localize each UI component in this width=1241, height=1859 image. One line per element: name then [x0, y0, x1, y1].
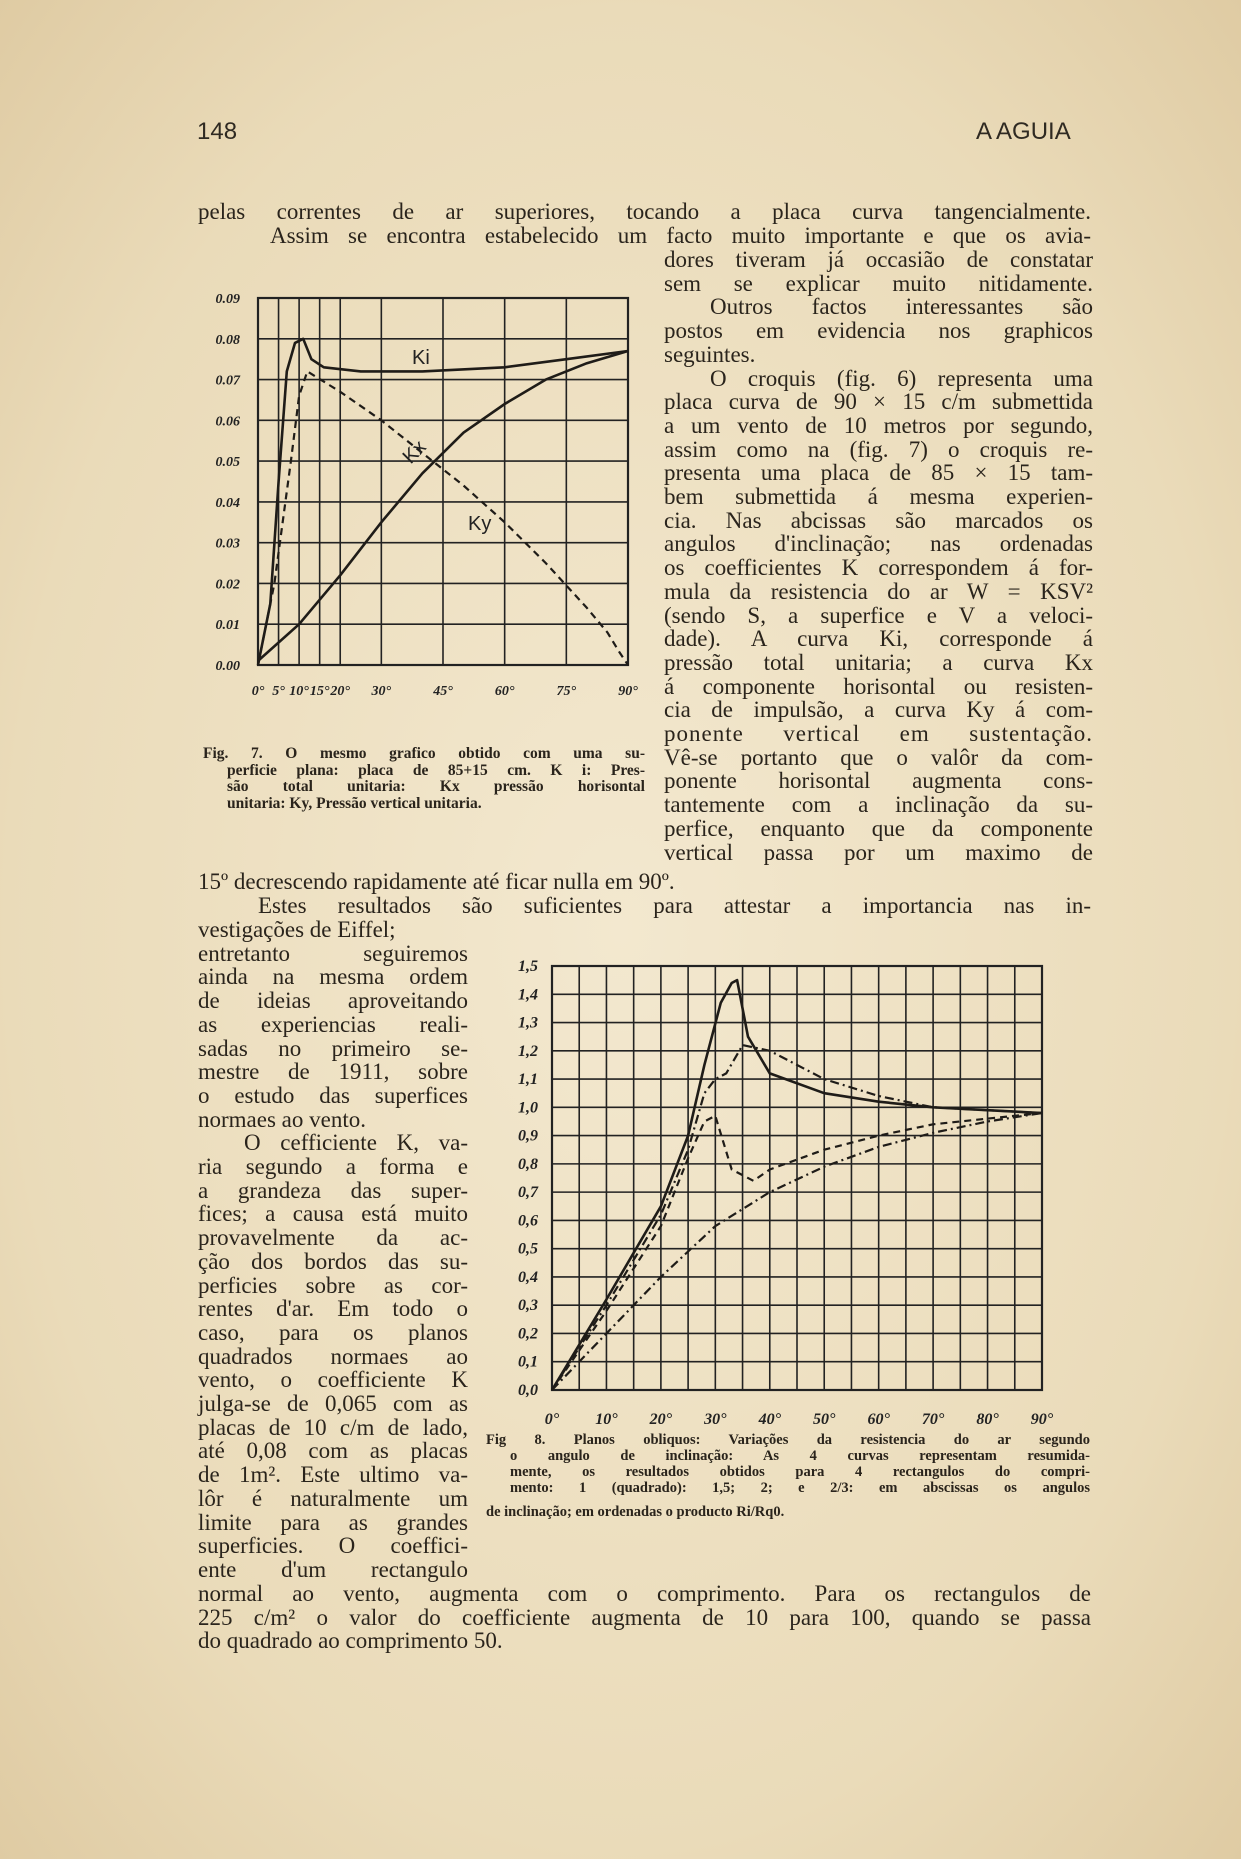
caption-line: mento: 1 (quadrado): 1,5; 2; e 2/3: em abscissas os angulos: [510, 1480, 1090, 1496]
text-line: pelas correntes de ar superiores, tocando a placa curva tangencialmente.: [198, 199, 1091, 224]
fig7-grid: [258, 298, 628, 665]
text-line: postos em evidencia nos graphicos: [664, 318, 1093, 344]
x-tick-label: 70°: [921, 1411, 945, 1428]
text-line: até 0,08 com as placas: [198, 1438, 468, 1464]
text-line: dade). A curva Ki, corresponde á: [664, 626, 1093, 652]
x-tick-label: 75°: [556, 684, 577, 699]
caption-line: de inclinação; em ordenadas o producto Ri/Rq0.: [486, 1504, 785, 1520]
curve-label: Ky: [468, 513, 492, 535]
text-line: ente d'um rectangulo: [198, 1556, 468, 1582]
y-tick-label: 1,2: [518, 1042, 538, 1060]
text-line: superficies. O coeffici-: [198, 1533, 468, 1559]
x-tick-label: 80°: [976, 1411, 999, 1428]
text-line: Assim se encontra estabelecido um facto muito importante e que os avia-: [270, 222, 1091, 248]
x-tick-label: 5°: [272, 684, 285, 699]
text-line: O cefficiente K, va-: [244, 1130, 468, 1156]
y-tick-label: 0,2: [518, 1325, 538, 1343]
text-line: julga-se de 0,065 com as: [198, 1391, 468, 1417]
x-tick-label: 90°: [1030, 1411, 1054, 1428]
paragraph-top: [198, 200, 1091, 247]
caption-line: unitaria: Ky, Pressão vertical unitaria.: [227, 794, 482, 812]
text-line: mestre de 1911, sobre: [198, 1059, 468, 1085]
y-tick-label: 0.08: [215, 332, 240, 348]
paragraph-bottom: [198, 1582, 1091, 1653]
text-line: placa curva de 90 × 15 c/m submettida: [664, 389, 1093, 415]
text-line: ria segundo a forma e: [198, 1154, 468, 1180]
y-tick-label: 1,5: [518, 958, 538, 975]
text-line: rentes d'ar. Em todo o: [198, 1296, 468, 1322]
text-line: vertical passa por um maximo de: [664, 839, 1093, 865]
fig8-grid: [552, 966, 1042, 1390]
caption-line: perficie plana: placa de 85+15 cm. K i: Pres-: [227, 761, 645, 779]
text-line: tantemente com a inclinação da su-: [664, 792, 1093, 818]
x-tick-label: 50°: [813, 1411, 836, 1428]
caption-line: Fig 8. Planos obliquos: Variações da resistencia do ar segundo: [486, 1432, 1090, 1448]
text-line: (sendo S, a superfice e V a veloci-: [664, 602, 1093, 628]
text-line: perficies sobre as cor-: [198, 1272, 468, 1298]
fig8-x-axis: [545, 1411, 1054, 1428]
y-tick-label: 1,3: [518, 1014, 538, 1032]
running-title: A AGUIA: [976, 118, 1071, 145]
fig7-caption: [203, 746, 645, 812]
x-tick-label: 45°: [433, 684, 453, 699]
text-line: fices; a causa está muito: [198, 1201, 468, 1227]
text-line: de 1m². Este ultimo va-: [198, 1462, 468, 1488]
text-line: os coefficientes K correspondem á for-: [664, 555, 1093, 581]
text-line: lôr é naturalmente um: [198, 1485, 468, 1511]
text-line: de ideias aproveitando: [198, 988, 468, 1014]
x-tick-label: 30°: [371, 684, 392, 699]
text-line: 15º decrescendo rapidamente até ficar nulla em 90º.: [198, 869, 675, 894]
y-tick-label: 1,0: [518, 1099, 538, 1117]
y-tick-label: 0.04: [215, 495, 240, 511]
text-line: ção dos bordos das su-: [198, 1248, 468, 1274]
text-line: normaes ao vento.: [198, 1106, 366, 1132]
paragraph-middle: [198, 870, 1091, 917]
fig8-chart: [490, 950, 1090, 1430]
fig8-caption: [486, 1432, 1090, 1520]
y-tick-label: 0,1: [518, 1353, 538, 1371]
y-tick-label: 0,3: [518, 1297, 538, 1315]
y-tick-label: 0.03: [215, 536, 240, 552]
x-tick-label: 0°: [251, 684, 265, 699]
text-line: perfice, enquanto que da componente: [664, 815, 1093, 841]
text-line: Outros factos interessantes são: [710, 294, 1093, 320]
y-tick-label: 0.09: [215, 292, 240, 307]
x-tick-label: 30°: [704, 1411, 727, 1428]
y-tick-label: 1,4: [518, 986, 538, 1004]
text-line: bem submettida á mesma experien-: [664, 484, 1093, 510]
y-tick-label: 0,6: [518, 1212, 538, 1230]
y-tick-label: 0,9: [518, 1127, 538, 1145]
text-line: sem se explicar muito nitidamente.: [664, 270, 1093, 296]
x-tick-label: 20°: [330, 684, 351, 699]
text-line: cia de impulsão, a curva Ky á com-: [664, 697, 1093, 723]
y-tick-label: 0,7: [518, 1184, 538, 1202]
y-tick-label: 0,5: [518, 1240, 538, 1258]
text-line: normal ao vento, augmenta com o comprimento. Para os rectangulos de: [198, 1581, 1091, 1606]
fig7-curve-labels: [399, 347, 492, 535]
text-line: Vê-se portanto que o valôr da com-: [664, 744, 1093, 770]
text-line: O croquis (fig. 6) representa uma: [710, 365, 1093, 391]
text-line: caso, para os planos: [198, 1319, 468, 1345]
text-line: vento, o coefficiente K: [198, 1367, 468, 1393]
text-line: seguintes.: [664, 341, 756, 367]
text-line: angulos d'inclinação; nas ordenadas: [664, 531, 1093, 557]
x-tick-label: 0°: [544, 1411, 560, 1428]
x-tick-label: 40°: [758, 1411, 781, 1428]
text-line: pressão total unitaria; a curva Kx: [664, 649, 1093, 675]
text-line: assim como na (fig. 7) o croquis re-: [664, 436, 1093, 462]
x-tick-label: 20°: [649, 1411, 673, 1428]
text-line: ainda na mesma ordem: [198, 964, 468, 990]
text-line: provavelmente da ac-: [198, 1225, 468, 1251]
fig7-x-axis: [252, 684, 639, 699]
text-line: vestigações de Eiffel;: [198, 917, 396, 942]
curve-label: Ki: [412, 347, 430, 369]
text-line: o estudo das superfices: [198, 1082, 468, 1108]
y-tick-label: 0.01: [215, 618, 240, 634]
text-line: presenta uma placa de 85 × 15 tam-: [664, 460, 1093, 486]
text-line: limite para as grandes: [198, 1509, 468, 1535]
caption-line: mente, os resultados obtidos para 4 rectangulos do compri-: [510, 1464, 1090, 1480]
text-line: a grandeza das super-: [198, 1177, 468, 1203]
y-tick-label: 0.05: [215, 455, 240, 471]
x-tick-label: 10°: [595, 1411, 618, 1428]
caption-line: são total unitaria: Kx pressão horisontal: [227, 778, 645, 795]
y-tick-label: 0,4: [518, 1268, 538, 1286]
text-line: entretanto seguiremos: [198, 940, 468, 966]
text-line: as experiencias reali-: [198, 1011, 468, 1037]
text-line: ponente vertical em sustentação.: [664, 721, 1093, 747]
text-line: ponente horisontal augmenta cons-: [664, 768, 1093, 794]
text-line: quadrados normaes ao: [198, 1343, 468, 1369]
text-line: 225 c/m² o valor do coefficiente augmenta de 10 para 100, quando se passa: [198, 1604, 1091, 1630]
fig7-y-axis: [216, 292, 242, 674]
x-tick-label: 15°: [309, 684, 330, 699]
curve-label: Kx: [398, 436, 431, 469]
paragraph-left-column: [198, 918, 468, 1582]
y-tick-label: 0.06: [215, 414, 240, 430]
text-line: placas de 10 c/m de lado,: [198, 1414, 468, 1440]
caption-line: Fig. 7. O mesmo grafico obtido com uma su-: [203, 745, 645, 762]
text-line: sadas no primeiro se-: [198, 1035, 468, 1061]
text-line: á componente horisontal ou resisten-: [664, 673, 1093, 699]
text-line: Estes resultados são suficientes para attestar a importancia nas in-: [258, 892, 1091, 918]
paragraph-right-column: [664, 248, 1093, 864]
x-tick-label: 10°: [289, 684, 309, 699]
x-tick-label: 90°: [618, 684, 638, 699]
y-tick-label: 0,8: [518, 1155, 538, 1173]
page-number: 148: [197, 118, 238, 145]
y-tick-label: 0,0: [518, 1382, 538, 1399]
fig8-y-axis: [518, 958, 539, 1399]
y-tick-label: 0.00: [215, 659, 240, 674]
text-line: a um vento de 10 metros por segundo,: [664, 412, 1093, 438]
y-tick-label: 1,1: [518, 1071, 538, 1089]
x-tick-label: 60°: [867, 1411, 890, 1428]
text-line: mula da resistencia do ar W = KSV²: [664, 578, 1093, 604]
text-line: do quadrado ao comprimento 50.: [198, 1628, 503, 1654]
text-line: dores tiveram já occasião de constatar: [664, 247, 1093, 272]
fig7-chart: [190, 280, 650, 730]
y-tick-label: 0.02: [215, 577, 240, 593]
x-tick-label: 60°: [494, 684, 515, 699]
caption-line: o angulo de inclinação: As 4 curvas representam resumida-: [510, 1448, 1090, 1464]
y-tick-label: 0.07: [215, 373, 240, 389]
text-line: cia. Nas abcissas são marcados os: [664, 507, 1093, 533]
